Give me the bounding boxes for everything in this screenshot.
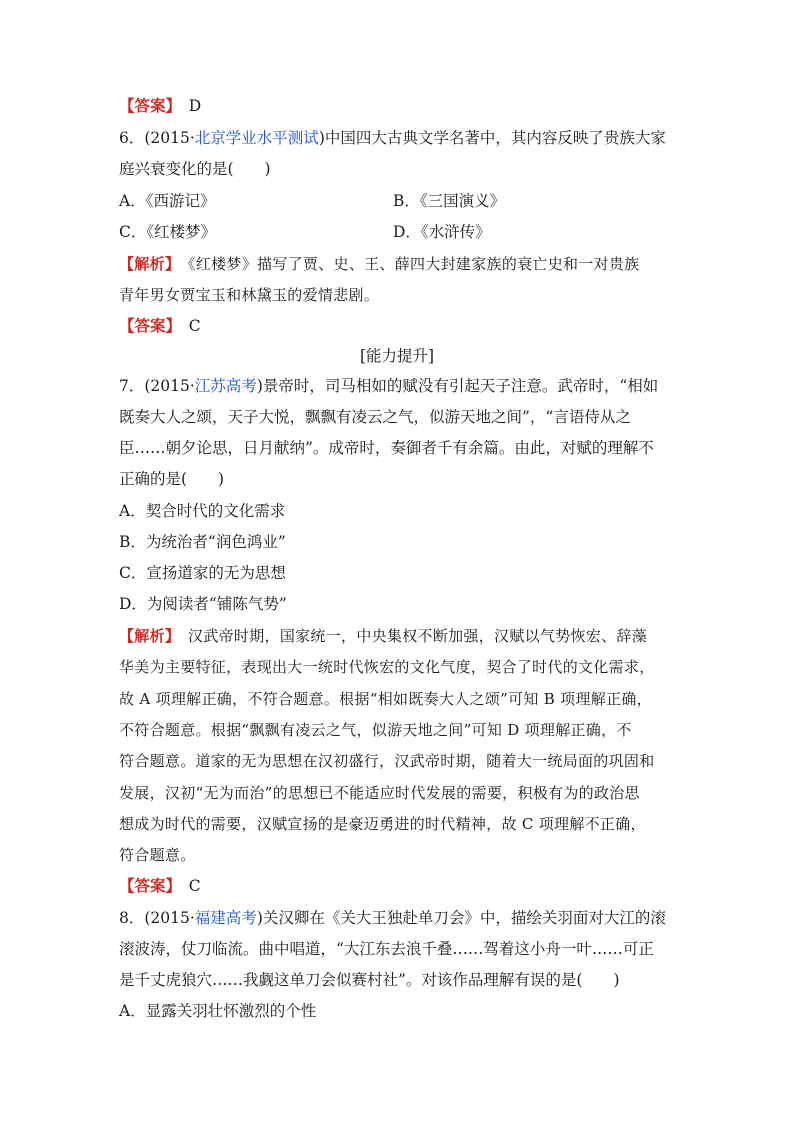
option-b: B．为统治者“润色鸿业” [119,533,286,551]
option-d: D．为阅读者“铺陈气势” [119,595,287,613]
question-7-line-3: 臣……朝夕论思，日月献纳”。成帝时，奏御者千有余篇。由此，对赋的理解不 [119,439,654,457]
question-source: 江苏高考 [194,377,257,395]
analysis-text: 汉武帝时期，国家统一，中央集权不断加强，汉赋以气势恢宏、辞藻 [188,627,648,645]
analysis-line-5: 符合题意。道家的无为思想在汉初盛行，汉武帝时期，随着大一统局面的巩固和 [119,752,655,770]
answer-line [119,96,679,116]
option-a: A．契合时代的文化需求 [119,502,286,520]
question-7-line-2: 既奏大人之颂，天子大悦，飘飘有凌云之气，似游天地之间”，“言语侍从之 [119,408,631,426]
analysis-text: 《红楼梦》描写了贾、史、王、薛四大封建家族的衰亡史和一对贵族 [188,255,640,273]
question-6-line-2: 庭兴衰变化的是( ) [119,160,271,178]
answer-value: D [188,97,202,115]
question-8-line-1 [119,908,679,928]
analysis-line-1 [119,626,679,646]
question-text: )景帝时，司马相如的赋没有引起天子注意。武帝时，“相如 [256,377,659,395]
question-6-line-1 [119,128,679,148]
answer-line [119,876,679,896]
question-number: 6．(2015· [119,129,195,147]
analysis-line-2: 青年男女贾宝玉和林黛玉的爱情悲剧。 [119,286,380,304]
question-8-line-2: 滚波涛，仗刀临流。曲中唱道，“大江东去浪千叠……驾着这小舟一叶……可正 [119,940,654,958]
question-number: 7．(2015· [119,377,195,395]
option-b: B．《三国演义》 [393,192,506,210]
question-8-line-3: 是千丈虎狼穴……我觑这单刀会似赛村社”。对该作品理解有误的是( ) [119,971,620,989]
question-text: )关汉卿在《关大王独赴单刀会》中，描绘关羽面对大江的滚 [256,909,666,927]
question-text: )中国四大古典文学名著中，其内容反映了贵族大家 [318,129,666,147]
question-7-line-1 [119,376,679,396]
question-source: 北京学业水平测试 [194,129,319,147]
option-c: C．《红楼梦》 [119,223,217,241]
answer-tag: 【答案】 [119,96,174,115]
answer-value: C [188,877,201,895]
analysis-line-4: 不符合题意。根据“飘飘有凌云之气，似游天地之间”可知 D 项理解正确，不 [119,721,632,739]
option-a: A．显露关羽壮怀激烈的个性 [119,1002,317,1020]
question-7-line-4: 正确的是( ) [119,470,225,488]
analysis-line-6: 发展，汉初“无为而治”的思想已不能适应时代发展的需要，积极有为的政治思 [119,784,640,802]
answer-value: C [188,317,201,335]
question-number: 8．(2015· [119,909,195,927]
option-a: A．《西游记》 [119,192,216,210]
option-d: D．《水浒传》 [393,223,491,241]
analysis-tag: 【解析】 [119,627,173,645]
answer-line [119,316,679,336]
analysis-line-1 [119,254,679,274]
option-c: C．宣扬道家的无为思想 [119,564,286,582]
question-source: 福建高考 [194,909,257,927]
analysis-line-2: 华美为主要特征，表现出大一统时代恢宏的文化气度，契合了时代的文化需求， [119,658,655,676]
answer-tag: 【答案】 [119,316,174,335]
analysis-line-8: 符合题意。 [119,846,196,864]
analysis-line-7: 想成为时代的需要，汉赋宣扬的是豪迈勇进的时代精神，故 C 项理解不正确， [119,815,646,833]
analysis-tag: 【解析】 [119,255,173,273]
answer-tag: 【答案】 [119,876,174,895]
analysis-line-3: 故 A 项理解正确，不符合题意。根据“相如既奏大人之颂”可知 B 项理解正确， [119,690,652,708]
section-title: [能力提升] [359,347,435,365]
